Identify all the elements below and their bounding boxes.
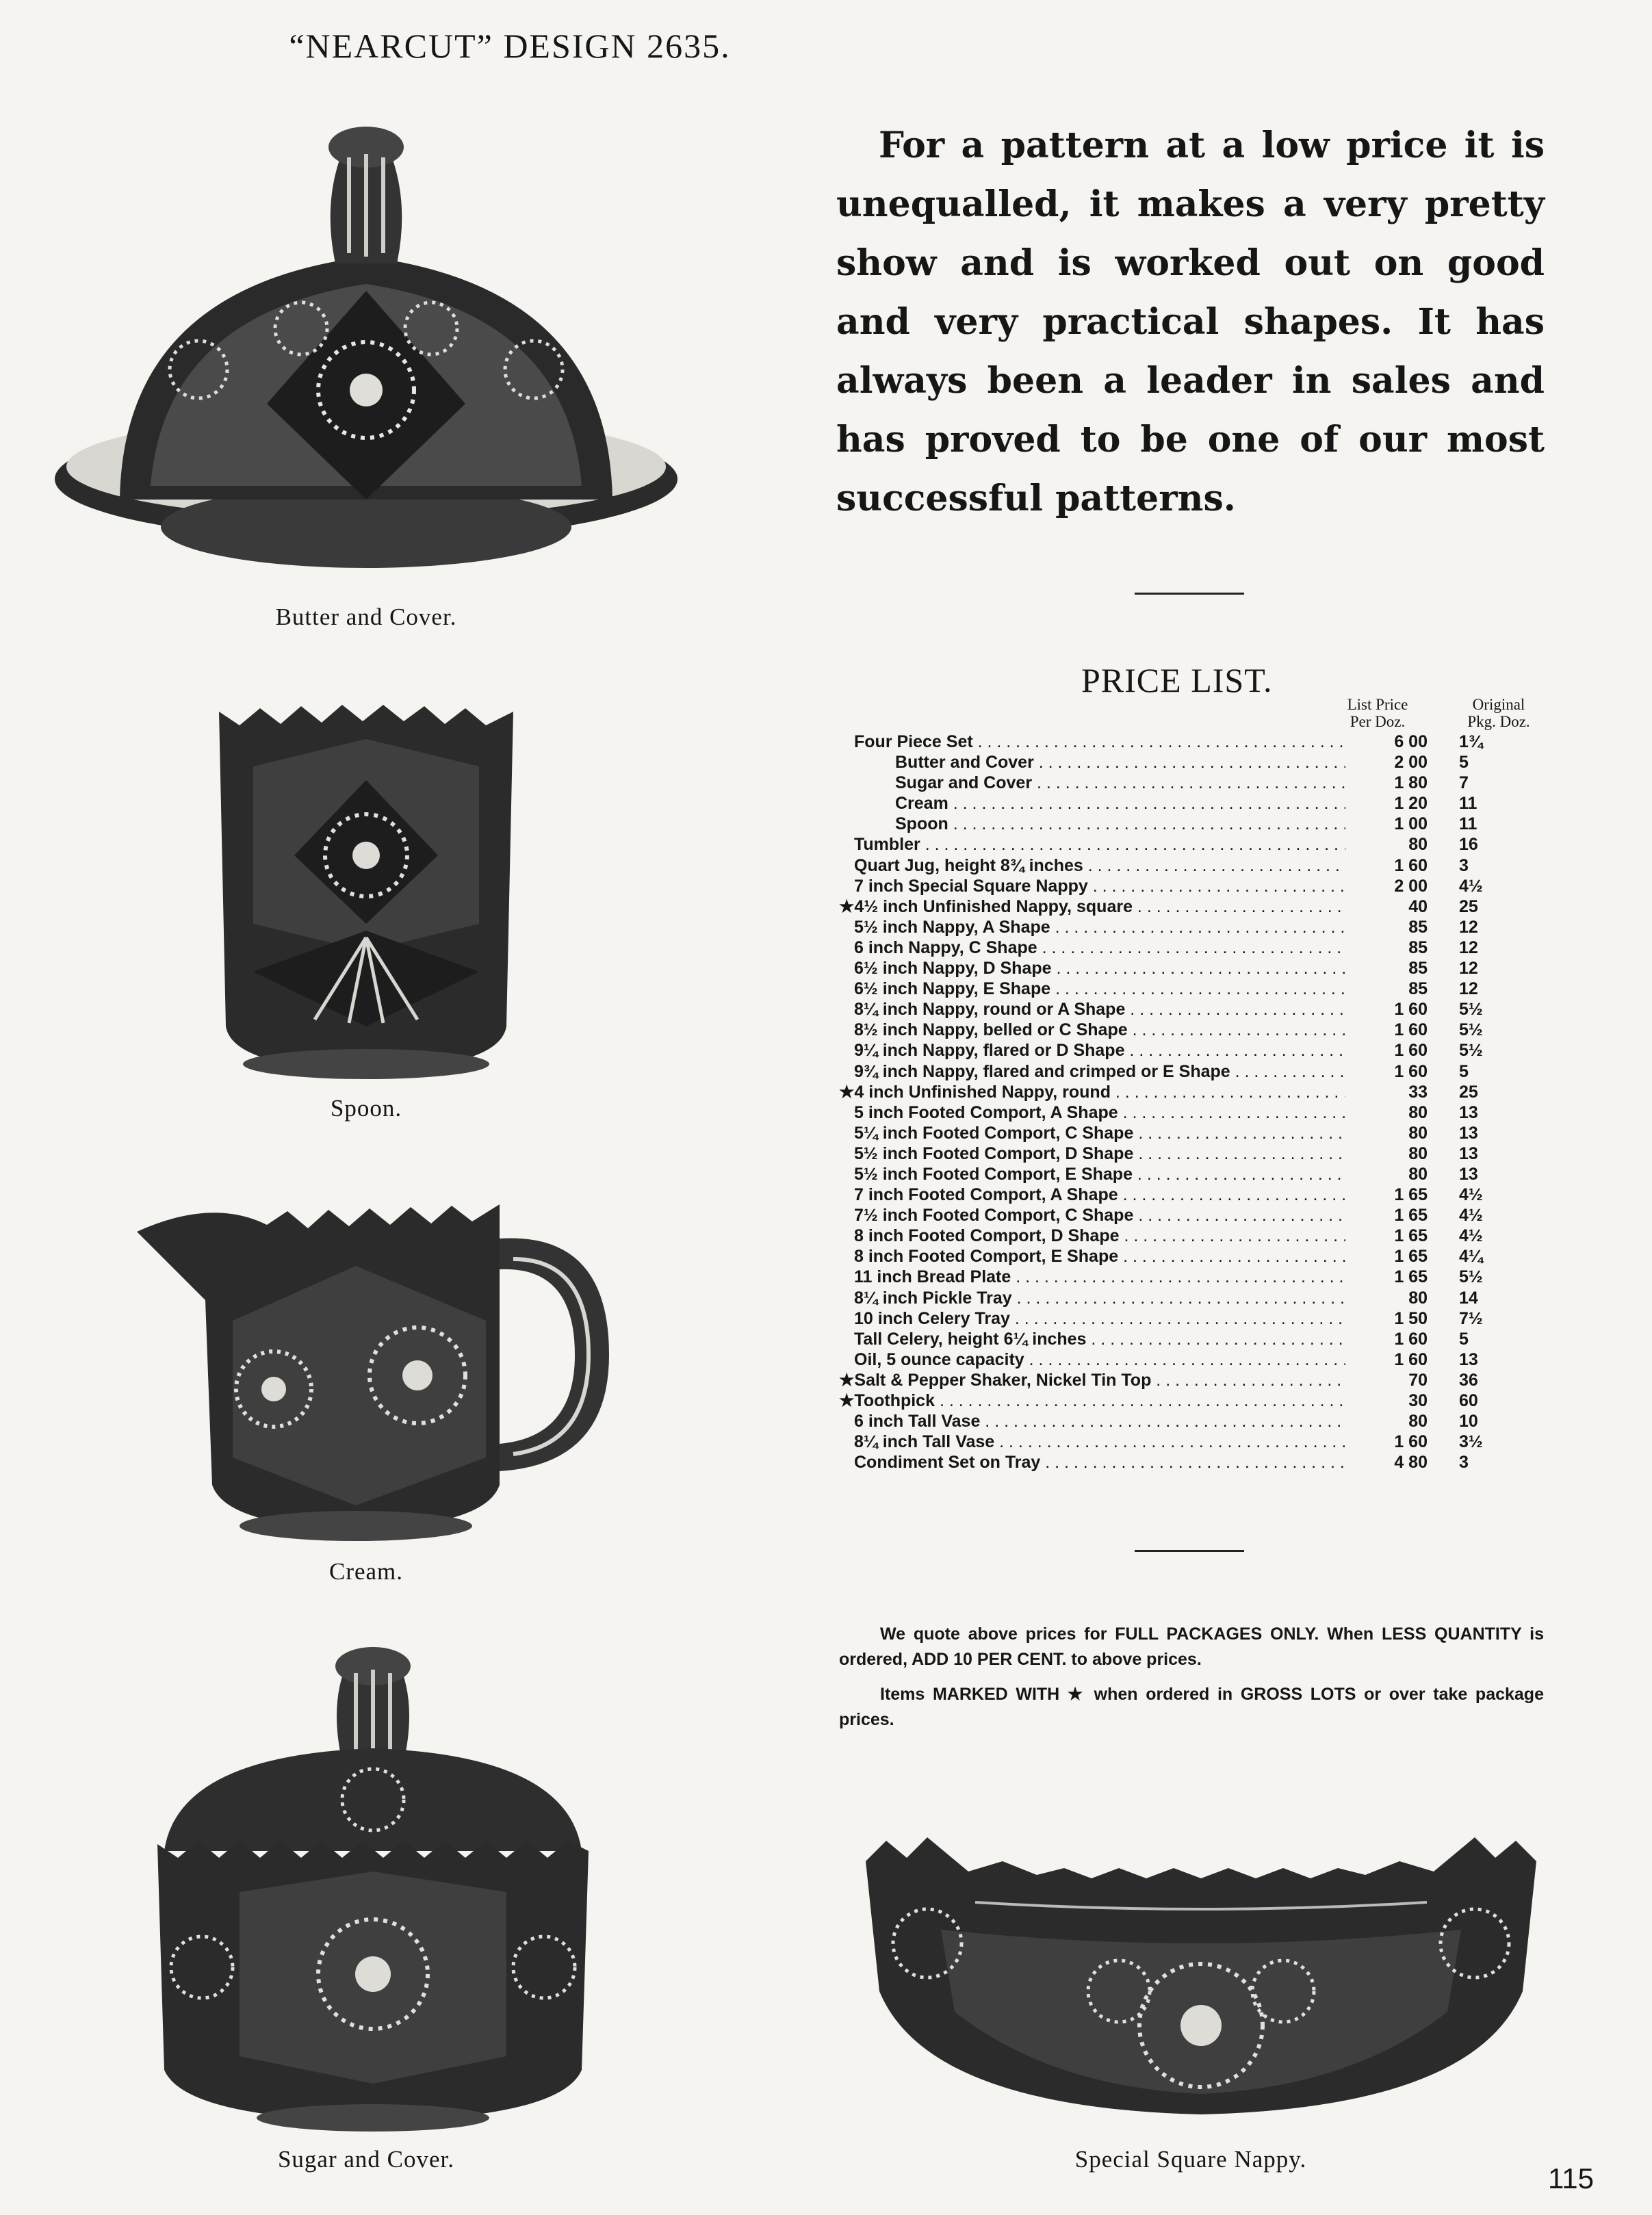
price-row [839,1329,1558,1349]
package-dozen: 12 [1459,979,1478,999]
price-list-table [839,731,1558,1473]
price-row [839,731,1558,752]
package-dozen: 1¾ [1459,732,1483,751]
caption-cream: Cream. [328,1558,404,1585]
list-price: 40 [1408,896,1428,916]
price-list-title: PRICE LIST. [1081,661,1273,699]
list-price-header-line1: List Price [1347,696,1408,713]
item-name: 8 inch Footed Comport, E Shape . . . [854,1246,1345,1267]
list-price: 85 [1408,937,1428,957]
price-row [839,937,1558,958]
page-title: “NEARCUT” DESIGN 2635. [289,27,731,65]
price-row [839,1226,1558,1246]
list-price: 1 60 [1394,855,1428,875]
item-name: 9¾ inch Nappy, flared and crimped or E Shape . . . [854,1061,1345,1082]
list-price: 1 65 [1394,1267,1428,1287]
butter-and-cover-illustration [27,116,705,595]
price-row [839,1370,1558,1390]
package-dozen: 4½ [1459,876,1483,896]
sugar-and-cover-illustration [151,1646,595,2132]
note-full-packages: We quote above prices for FULL PACKAGES ONLY. When LESS QUANTITY is ordered, ADD 10 PER CENT. to above prices. [839,1624,1544,1669]
list-price: 1 80 [1394,773,1428,793]
price-row [839,896,1558,917]
price-row [839,979,1558,999]
caption-butter: Butter and Cover. [275,604,457,630]
list-price: 1 60 [1394,1000,1428,1020]
item-name: 8½ inch Nappy, belled or C Shape . . . [854,1020,1345,1040]
package-dozen: 36 [1459,1370,1478,1390]
package-dozen: 4¼ [1459,1247,1483,1267]
list-price-header [1326,696,1429,730]
price-row [839,855,1558,876]
price-row [839,1164,1558,1184]
price-row [839,1349,1558,1370]
item-name: Tall Celery, height 6¼ inches . . . [854,1329,1345,1349]
list-price: 1 60 [1394,1020,1428,1040]
price-row [839,1246,1558,1267]
price-row [839,1102,1558,1123]
package-dozen: 3 [1459,1453,1469,1473]
list-price: 80 [1408,835,1428,855]
list-price: 85 [1408,917,1428,937]
list-price: 1 00 [1394,814,1428,834]
price-row [839,917,1558,937]
package-dozen: 4½ [1459,1206,1483,1226]
item-name: Butter and Cover . . . [895,752,1345,773]
list-price: 2 00 [1394,876,1428,896]
list-price: 80 [1408,1288,1428,1308]
package-dozen: 60 [1459,1391,1478,1410]
item-name: Cream . . . [895,793,1345,814]
list-price: 1 65 [1394,1206,1428,1226]
price-row [839,999,1558,1020]
item-name: 6 inch Tall Vase . . . [854,1411,1345,1432]
item-name: 6½ inch Nappy, E Shape . . . [854,979,1345,999]
list-price-header-line2: Per Doz. [1350,713,1406,730]
list-price: 70 [1408,1370,1428,1390]
item-name: 5¼ inch Footed Comport, C Shape . . . [854,1123,1345,1143]
item-name: 8¼ inch Nappy, round or A Shape . . . [854,999,1345,1020]
item-name: 8 inch Footed Comport, D Shape . . . [854,1226,1345,1246]
page-number: 115 [1548,2162,1594,2194]
package-dozen: 5 [1459,1061,1469,1081]
item-name: 6 inch Nappy, C Shape . . . [854,937,1345,958]
package-dozen: 10 [1459,1412,1478,1432]
list-price: 80 [1408,1412,1428,1432]
package-dozen: 7 [1459,773,1469,793]
price-row [839,1288,1558,1308]
price-row [839,876,1558,896]
list-price: 6 00 [1394,732,1428,751]
price-row [839,793,1558,814]
intro-paragraph [836,116,1545,528]
price-row [839,752,1558,773]
package-dozen: 11 [1459,794,1477,814]
list-price: 2 00 [1394,753,1428,773]
price-row [839,1205,1558,1226]
package-dozen: 25 [1459,1082,1478,1102]
original-pkg-header-line1: Original [1472,696,1525,713]
package-dozen: 7½ [1459,1308,1483,1328]
list-price: 80 [1408,1164,1428,1184]
item-name: Spoon . . . [895,814,1345,834]
package-dozen: 13 [1459,1143,1478,1163]
package-dozen: 4½ [1459,1185,1483,1205]
item-name: 7 inch Special Square Nappy . . . [854,876,1345,896]
list-price: 1 50 [1394,1308,1428,1328]
item-name: Tumbler . . . [854,834,1345,855]
package-dozen: 13 [1459,1349,1478,1369]
package-dozen: 12 [1459,917,1478,937]
list-price: 1 60 [1394,1061,1428,1081]
price-row [839,1082,1558,1102]
note-gross-lots: Items MARKED WITH ★ when ordered in GROSS LOTS or over take package prices. [839,1685,1544,1729]
intro-text: For a pattern at a low price it is unequalled, it makes a very pretty show and is worked out on good and very practical shapes. It has always been a leader in sales and has proved to be one of our most successful patterns. [836,125,1545,519]
spoon-holder-illustration [212,698,520,1081]
list-price: 1 60 [1394,1349,1428,1369]
item-name: ★Salt & Pepper Shaker, Nickel Tin Top . . . [839,1370,1345,1390]
item-name: 5½ inch Nappy, A Shape . . . [854,917,1345,937]
price-row [839,958,1558,979]
list-price: 1 65 [1394,1226,1428,1246]
list-price: 80 [1408,1143,1428,1163]
list-price: 85 [1408,959,1428,979]
package-dozen: 12 [1459,937,1478,957]
original-pkg-header [1451,696,1547,730]
package-dozen: 25 [1459,896,1478,916]
package-dozen: 5½ [1459,1000,1483,1020]
item-name: 5 inch Footed Comport, A Shape . . . [854,1102,1345,1123]
item-name: 7½ inch Footed Comport, C Shape . . . [854,1205,1345,1226]
price-row [839,1452,1558,1473]
package-dozen: 5 [1459,1329,1469,1349]
cream-pitcher-illustration [130,1184,623,1546]
item-name: 10 inch Celery Tray . . . [854,1308,1345,1329]
divider-bottom [1135,1550,1244,1552]
item-name: Four Piece Set . . . [854,731,1345,752]
price-row [839,834,1558,855]
list-price: 1 65 [1394,1185,1428,1205]
price-row [839,814,1558,834]
price-row [839,1390,1558,1411]
item-name: Condiment Set on Tray . . . [854,1452,1345,1473]
item-name: Oil, 5 ounce capacity . . . [854,1349,1345,1370]
caption-sugar: Sugar and Cover. [277,2146,455,2173]
list-price: 85 [1408,979,1428,999]
item-name: Sugar and Cover . . . [895,773,1345,793]
item-name: 11 inch Bread Plate . . . [854,1267,1345,1287]
package-dozen: 5½ [1459,1267,1483,1287]
caption-nappy: Special Square Nappy. [1074,2146,1307,2173]
package-dozen: 13 [1459,1123,1478,1143]
price-row [839,1123,1558,1143]
price-row [839,1040,1558,1061]
price-row [839,1020,1558,1040]
price-row [839,773,1558,793]
item-name: 5½ inch Footed Comport, E Shape . . . [854,1164,1345,1184]
item-name: 8¼ inch Tall Vase . . . [854,1432,1345,1452]
list-price: 80 [1408,1123,1428,1143]
original-pkg-header-line2: Pkg. Doz. [1467,713,1530,730]
list-price: 1 60 [1394,1329,1428,1349]
divider-top [1135,593,1244,595]
item-name: ★4 inch Unfinished Nappy, round . . . [839,1082,1345,1102]
special-square-nappy-illustration [859,1820,1543,2128]
price-row [839,1143,1558,1164]
item-name: 9¼ inch Nappy, flared or D Shape . . . [854,1040,1345,1061]
package-dozen: 13 [1459,1102,1478,1122]
price-row [839,1432,1558,1452]
item-name: Quart Jug, height 8¾ inches . . . [854,855,1345,876]
price-row [839,1184,1558,1205]
list-price: 1 60 [1394,1041,1428,1061]
package-dozen: 16 [1459,835,1478,855]
package-dozen: 3 [1459,855,1469,875]
caption-spoon: Spoon. [330,1095,402,1122]
list-price: 4 80 [1394,1453,1428,1473]
price-row [839,1061,1558,1082]
item-name: 5½ inch Footed Comport, D Shape . . . [854,1143,1345,1164]
price-row [839,1308,1558,1329]
price-row [839,1411,1558,1432]
item-name: ★Toothpick . . . [839,1390,1345,1411]
list-price: 1 65 [1394,1247,1428,1267]
list-price: 80 [1408,1102,1428,1122]
price-notes [839,1622,1544,1742]
package-dozen: 5 [1459,753,1469,773]
package-dozen: 4½ [1459,1226,1483,1246]
item-name: 6½ inch Nappy, D Shape . . . [854,958,1345,979]
item-name: ★4½ inch Unfinished Nappy, square . . . [839,896,1345,917]
package-dozen: 11 [1459,814,1477,834]
package-dozen: 5½ [1459,1020,1483,1040]
price-row [839,1267,1558,1287]
item-name: 7 inch Footed Comport, A Shape . . . [854,1184,1345,1205]
list-price: 1 60 [1394,1432,1428,1452]
package-dozen: 3½ [1459,1432,1483,1452]
package-dozen: 12 [1459,959,1478,979]
package-dozen: 14 [1459,1288,1478,1308]
item-name: 8¼ inch Pickle Tray . . . [854,1288,1345,1308]
package-dozen: 13 [1459,1164,1478,1184]
list-price: 33 [1408,1082,1428,1102]
list-price: 30 [1408,1391,1428,1410]
list-price: 1 20 [1394,794,1428,814]
package-dozen: 5½ [1459,1041,1483,1061]
